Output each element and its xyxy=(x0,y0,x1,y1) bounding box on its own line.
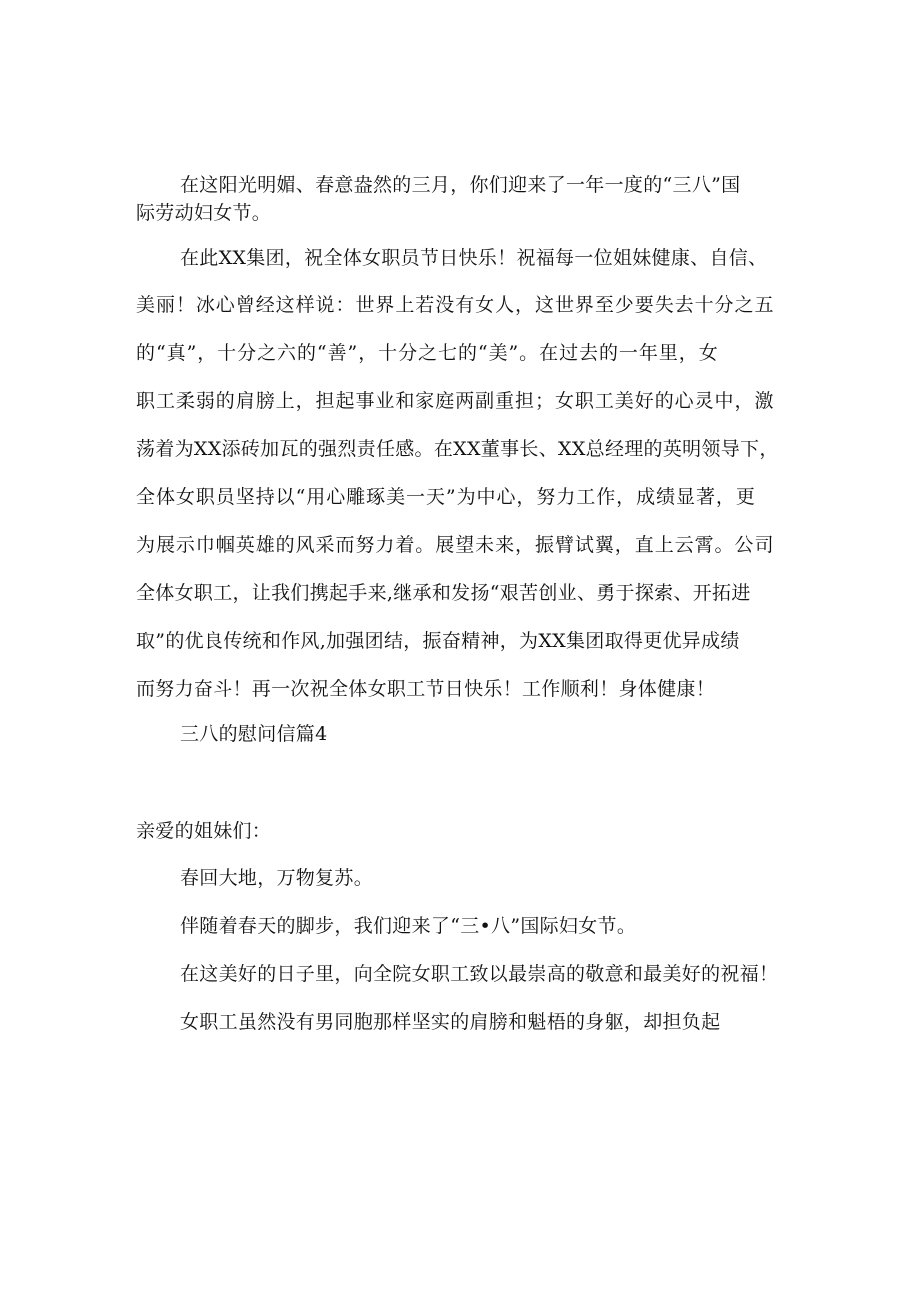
text-line: 为展示巾帼英雄的风采而努力着。展望未来，振臂试翼，直上云霄。公司 xyxy=(136,534,775,556)
text-line: 荡着为XX添砖加瓦的强烈责任感。在XX董事长、XX总经理的英明领导下， xyxy=(136,438,779,460)
text-line: 女职工虽然没有男同胞那样坚实的肩膀和魁梧的身躯，却担负起 xyxy=(180,1011,721,1033)
text-line: 在这美好的日子里，向全院女职工致以最崇高的敬意和最美好的祝福！ xyxy=(180,963,779,985)
text-line: 在此XX集团，祝全体女职员节日快乐！祝福每一位姐妹健康、自信、 xyxy=(180,247,768,269)
text-line: 际劳动妇女节。 xyxy=(136,202,272,224)
text-line: 全体女职员坚持以“用心雕琢美一天”为中心，努力工作，成绩显著，更 xyxy=(136,486,756,508)
text-line: 美丽！冰心曾经这样说：世界上若没有女人，这世界至少要失去十分之五 xyxy=(136,294,775,316)
text-line: 春回大地，万物复苏。 xyxy=(180,867,374,889)
text-line: 全体女职工，让我们携起手来,继承和发扬“艰苦创业、勇于探索、开拓进 xyxy=(136,582,751,604)
text-line: 在这阳光明媚、春意盎然的三月，你们迎来了一年一度的“三八”国 xyxy=(180,174,741,196)
text-line: 的“真”，十分之六的“善”，十分之七的“美”。在过去的一年里，女 xyxy=(136,342,719,364)
salutation: 亲爱的姐妹们： xyxy=(136,820,272,842)
text-line: 职工柔弱的肩膀上，担起事业和家庭两副重担；女职工美好的心灵中，激 xyxy=(136,390,775,412)
section-heading: 三八的慰问信篇4 xyxy=(180,723,328,745)
text-line: 伴随着春天的脚步，我们迎来了“三•八”国际妇女节。 xyxy=(180,915,637,937)
text-line: 而努力奋斗！再一次祝全体女职工节日快乐！工作顺利！身体健康！ xyxy=(136,678,716,700)
text-line: 取”的优良传统和作风,加强团结，振奋精神，为XX集团取得更优异成绩 xyxy=(136,630,740,652)
